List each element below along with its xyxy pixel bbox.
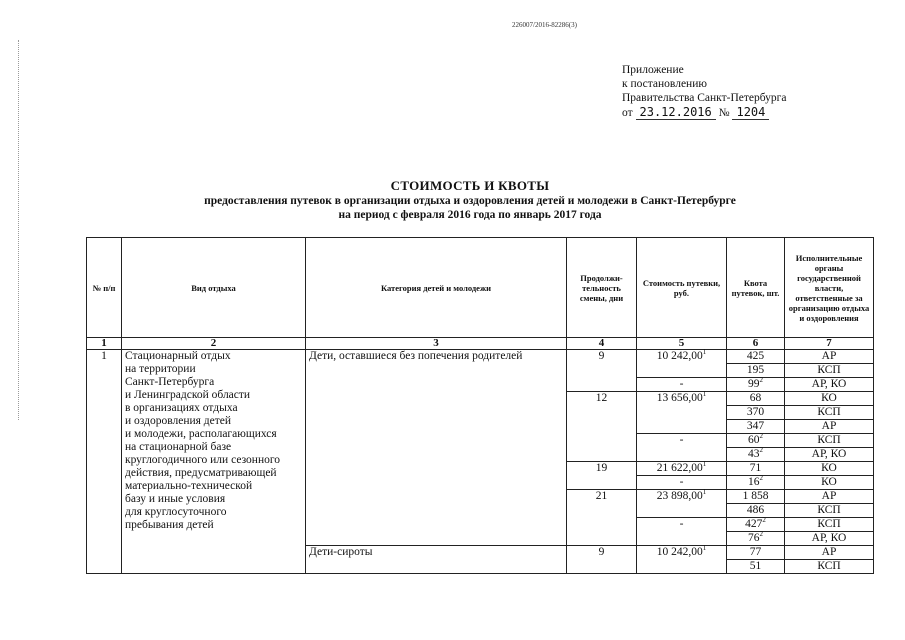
quota-cell <box>727 434 785 448</box>
quota-cell <box>727 504 785 518</box>
quota-cell <box>727 518 785 532</box>
vid-otdykha-line: пребывания детей <box>125 519 214 531</box>
table-header-row <box>87 238 874 338</box>
vid-otdykha-line: на территории <box>125 363 196 375</box>
quota-value: 77 <box>749 546 762 558</box>
cost-cell <box>637 392 727 434</box>
quota-value: 195 <box>746 364 765 376</box>
duration-cell: 9 <box>567 546 637 574</box>
cost-cell <box>637 462 727 476</box>
quota-cell <box>727 476 785 490</box>
number-prefix: № <box>718 107 730 119</box>
appendix-line-3: Правительства Санкт-Петербурга <box>622 92 787 104</box>
vid-otdykha-line: в организациях отдыха <box>125 402 238 414</box>
cost-value: 13 656,00 <box>656 392 703 404</box>
authority-cell: КО <box>785 476 874 490</box>
cost-value: - <box>679 476 684 488</box>
quota-value: 1 858 <box>742 490 769 502</box>
cost-value: - <box>679 434 684 446</box>
authority-cell: АР <box>785 420 874 434</box>
vid-otdykha-line: действия, предусматривающей <box>125 467 277 479</box>
quota-cell <box>727 546 785 560</box>
quota-cell <box>727 364 785 378</box>
cost-value: 10 242,00 <box>656 350 703 362</box>
table-body <box>87 350 874 574</box>
category-cell: Дети-сироты <box>306 546 567 574</box>
authority-cell: КСП <box>785 434 874 448</box>
cost-footnote-mark: 1 <box>702 460 707 469</box>
cost-value: - <box>679 518 684 530</box>
document-id: 226007/2016-82286(3) <box>512 21 577 29</box>
cost-cell <box>637 434 727 462</box>
quota-cell <box>727 490 785 504</box>
appendix-line-2: к постановлению <box>622 78 707 90</box>
quota-cell <box>727 560 785 574</box>
quota-value: 43 <box>748 448 760 460</box>
duration-cell: 9 <box>567 350 637 392</box>
authority-cell: КСП <box>785 364 874 378</box>
authority-cell: КСП <box>785 406 874 420</box>
cost-footnote-mark: 1 <box>702 544 707 553</box>
vid-otdykha-line: и Ленинградской области <box>125 389 251 401</box>
column-number: 5 <box>637 338 727 350</box>
appendix-block <box>622 63 787 120</box>
cost-value: 10 242,00 <box>656 546 703 558</box>
cost-cell <box>637 476 727 490</box>
document-subtitle-1: предоставления путевок в организации отдыха и оздоровления детей и молодежи в Санкт-Петербурге <box>204 195 736 207</box>
authority-cell: АР <box>785 350 874 364</box>
duration-cell: 19 <box>567 462 637 490</box>
quota-footnote-mark: 2 <box>762 516 766 525</box>
column-number-row <box>87 338 874 350</box>
document-title: СТОИМОСТЬ И КВОТЫ <box>390 178 550 193</box>
column-number: 4 <box>567 338 637 350</box>
vid-otdykha-line: и молодежи, располагающихся <box>125 428 277 440</box>
cost-footnote-mark: 1 <box>702 488 707 497</box>
quota-value: 68 <box>749 392 762 404</box>
duration-cell: 21 <box>567 490 637 546</box>
quota-cell <box>727 406 785 420</box>
header-duration: Продолжи-тельность смены, дни <box>567 238 637 338</box>
document-heading <box>100 178 840 222</box>
date-prefix: от <box>622 107 633 119</box>
authority-cell: АР, КО <box>785 532 874 546</box>
authority-cell: АР <box>785 490 874 504</box>
quota-value: 370 <box>746 406 765 418</box>
cost-cell <box>637 378 727 392</box>
decree-number: 1204 <box>732 105 769 120</box>
binding-margin-dots <box>18 40 21 420</box>
quota-cell <box>727 420 785 434</box>
quota-cell <box>727 448 785 462</box>
vid-otdykha-line: круглогодичного или сезонного <box>125 454 281 466</box>
vid-otdykha-line: базу и иные условия <box>125 493 226 505</box>
vid-otdykha-line: Санкт-Петербурга <box>125 376 215 388</box>
cost-cell <box>637 490 727 518</box>
cost-footnote-mark: 1 <box>702 348 707 357</box>
appendix-line-1: Приложение <box>622 64 684 76</box>
quota-value: 51 <box>749 560 762 572</box>
header-vid-otdykha: Вид отдыха <box>122 238 306 338</box>
vid-otdykha-line: и оздоровления детей <box>125 415 232 427</box>
vid-otdykha-cell <box>122 350 306 574</box>
quota-value: 16 <box>748 476 760 488</box>
appendix-date-line <box>622 105 787 120</box>
quota-footnote-mark: 2 <box>759 474 763 483</box>
vid-otdykha-line: на стационарной базе <box>125 441 232 453</box>
cost-value: 21 622,00 <box>656 462 703 474</box>
cost-footnote-mark: 1 <box>702 390 707 399</box>
quota-footnote-mark: 2 <box>759 446 763 455</box>
cost-value: 23 898,00 <box>656 490 703 502</box>
authority-cell: АР <box>785 546 874 560</box>
vid-otdykha-line: материально-технической <box>125 480 253 492</box>
quota-value: 425 <box>746 350 765 362</box>
quota-value: 347 <box>746 420 765 432</box>
authority-cell: КСП <box>785 504 874 518</box>
authority-cell: АР, КО <box>785 448 874 462</box>
quota-footnote-mark: 2 <box>759 376 763 385</box>
quota-cell <box>727 350 785 364</box>
decree-date: 23.12.2016 <box>636 105 716 120</box>
quota-value: 486 <box>746 504 765 516</box>
quota-value: 99 <box>748 378 760 390</box>
authority-cell: КСП <box>785 518 874 532</box>
quota-cell <box>727 392 785 406</box>
row-number: 1 <box>87 350 122 574</box>
document-subtitle-2: на период с февраля 2016 года по январь 2017 года <box>338 209 602 221</box>
cost-cell <box>637 546 727 574</box>
column-number: 6 <box>727 338 785 350</box>
quota-value: 427 <box>745 518 763 530</box>
authority-cell: КО <box>785 392 874 406</box>
quota-table <box>86 237 874 574</box>
category-cell: Дети, оставшиеся без попечения родителей <box>306 350 567 546</box>
column-number: 3 <box>306 338 567 350</box>
column-number: 2 <box>122 338 306 350</box>
header-authority: Исполнительные органы государственной власти, ответственные за организацию отдыха и оздоровления <box>785 238 874 338</box>
quota-value: 71 <box>749 462 762 474</box>
authority-cell: АР, КО <box>785 378 874 392</box>
duration-cell: 12 <box>567 392 637 462</box>
header-quota: Квота путевок, шт. <box>727 238 785 338</box>
authority-cell: КСП <box>785 560 874 574</box>
header-cost: Стоимость путевки, руб. <box>637 238 727 338</box>
quota-cell <box>727 462 785 476</box>
column-number: 7 <box>785 338 874 350</box>
column-number: 1 <box>87 338 122 350</box>
quota-cell <box>727 532 785 546</box>
cost-cell <box>637 350 727 378</box>
quota-footnote-mark: 2 <box>759 530 763 539</box>
cost-cell <box>637 518 727 546</box>
header-category: Категория детей и молодежи <box>306 238 567 338</box>
quota-footnote-mark: 2 <box>759 432 763 441</box>
quota-value: 60 <box>748 434 760 446</box>
header-number: № п/п <box>87 238 122 338</box>
table-row <box>87 350 874 364</box>
authority-cell: КО <box>785 462 874 476</box>
quota-value: 76 <box>748 532 760 544</box>
vid-otdykha-line: Стационарный отдых <box>125 350 231 362</box>
quota-cell <box>727 378 785 392</box>
cost-value: - <box>679 378 684 390</box>
vid-otdykha-line: для круглосуточного <box>125 506 227 518</box>
